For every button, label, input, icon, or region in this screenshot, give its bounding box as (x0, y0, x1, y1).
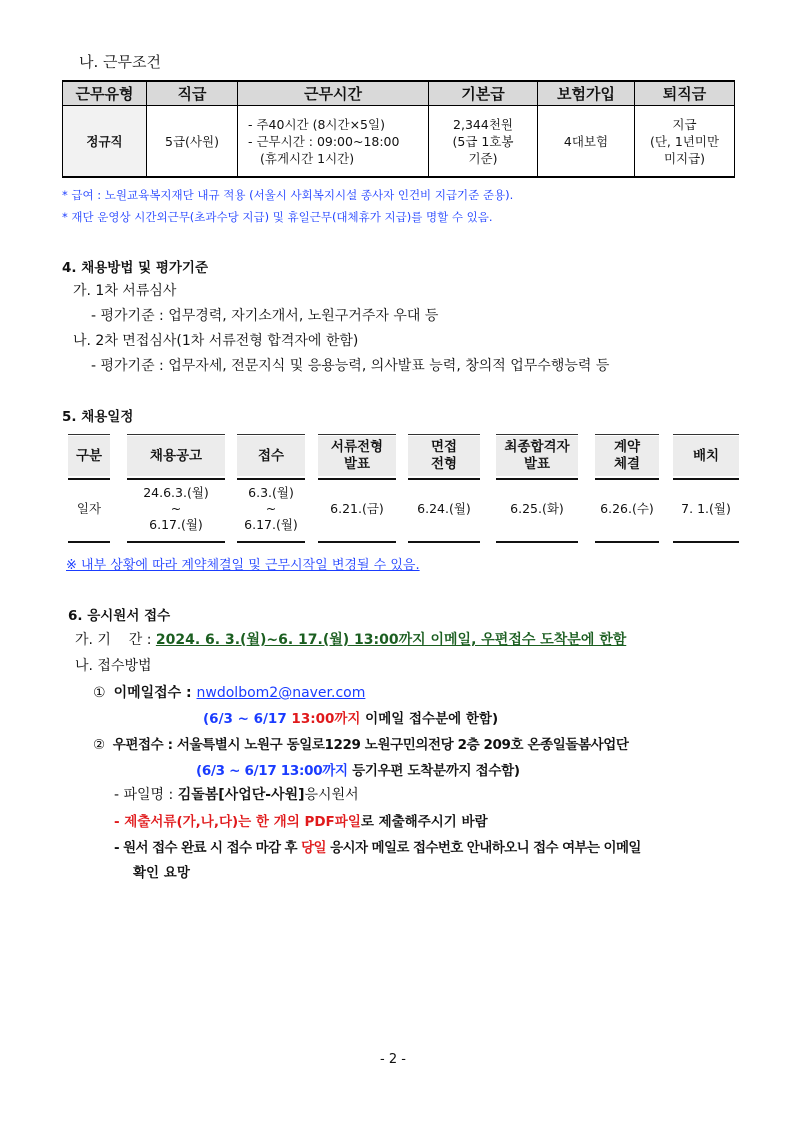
schedule-header-rule (496, 478, 578, 480)
schedule-header-line: 구분 (75, 447, 103, 464)
schedule-header-line: 전형 (430, 456, 458, 472)
schedule-header (237, 436, 305, 476)
email-address-link[interactable]: nwdolbom2@naver.com (196, 685, 366, 701)
schedule-bottom-rule (496, 541, 578, 543)
table-row (63, 106, 735, 178)
schedule-bottom-rule (673, 541, 739, 543)
email-note-text: 이메일 접수분에 한함) (360, 711, 499, 727)
schedule-top-rule (595, 434, 659, 435)
schedule-header-rule (408, 478, 480, 480)
schedule-header-line: 계약 (613, 439, 641, 455)
conditions-table (62, 80, 735, 178)
table-header: 퇴직금 (635, 81, 735, 106)
method-label: 나. 접수방법 (75, 658, 152, 674)
cell-line: 기준) (468, 150, 498, 166)
schedule-header-rule (237, 478, 305, 480)
schedule-cell-line: 6.26.(수) (600, 501, 654, 516)
schedule-header-rule (673, 478, 739, 480)
schedule-header (127, 436, 225, 476)
schedule-cell (496, 484, 578, 534)
period-line (75, 629, 626, 649)
cell-line: 지급 (672, 116, 697, 132)
notice-c: 응시자 메일로 접수번호 안내하오니 접수 여부는 이메일 (326, 840, 641, 856)
schedule-header (673, 436, 739, 476)
schedule-cell-line: 6.17.(월) (149, 517, 203, 532)
section4-item-a: 가. 1차 서류심사 (73, 283, 177, 299)
email-line (93, 682, 365, 702)
email-note (203, 707, 498, 727)
table-cell (238, 106, 429, 178)
schedule-cell-line: 6.25.(화) (510, 501, 564, 516)
schedule-cell (237, 484, 305, 534)
notice-a: - 원서 접수 완료 시 접수 마감 후 (114, 840, 302, 856)
schedule-top-rule (318, 434, 396, 435)
schedule-header-line: 배치 (692, 447, 720, 464)
table-header: 직급 (147, 81, 238, 106)
schedule-cell (595, 484, 659, 534)
schedule-header (595, 436, 659, 476)
post-note-text: 등기우편 도착분까지 접수함) (347, 763, 520, 779)
schedule-header-line: 체결 (613, 456, 641, 472)
notice-same-day: 당일 (301, 840, 326, 856)
schedule-cell-line: 6.24.(월) (417, 501, 471, 516)
schedule-header-rule (68, 478, 110, 480)
schedule-cell-line: 6.21.(금) (330, 501, 384, 516)
schedule-header-line: 면접 (430, 439, 458, 455)
post-num: ② (93, 737, 105, 753)
schedule-cell-line: 24.6.3.(월) (143, 485, 209, 500)
submit-rest: 로 제출해주시기 바람 (360, 814, 488, 830)
table-cell: 4대보험 (538, 106, 635, 178)
cell-line: 미지급) (663, 150, 706, 166)
schedule-top-rule (127, 434, 225, 435)
schedule-top-rule (408, 434, 480, 435)
section4-title: 4. 채용방법 및 평가기준 (62, 260, 208, 276)
schedule-header-line: 서류전형 (330, 439, 384, 455)
period-label: 가. 기 간 : (75, 632, 156, 648)
schedule-header (496, 436, 578, 476)
schedule-bottom-rule (408, 541, 480, 543)
schedule-header (68, 436, 110, 476)
schedule-cell-line: 6.17.(월) (244, 517, 298, 532)
schedule-cell (127, 484, 225, 534)
note-salary: * 급여 : 노원교육복지재단 내규 적용 (서울시 사회복지시설 종사자 인건비 지급기준 준용). (62, 188, 514, 202)
schedule-cell (318, 484, 396, 534)
schedule-header-rule (595, 478, 659, 480)
table-header: 보험가입 (538, 81, 635, 106)
schedule-cell-line: 일자 (76, 501, 102, 516)
table-cell: 5급(사원) (147, 106, 238, 178)
notice-line (114, 836, 641, 856)
schedule-header (318, 436, 396, 476)
schedule-bottom-rule (68, 541, 110, 543)
section4-item-b-detail: - 평가기준 : 업무자세, 전문지식 및 응용능력, 의사발표 능력, 창의적 업무수행능력 등 (91, 358, 610, 374)
schedule-cell (673, 484, 739, 534)
table-cell (635, 106, 735, 178)
schedule-cell-line: 6.3.(월) (248, 485, 294, 500)
schedule-header-line: 발표 (523, 456, 551, 472)
email-label: 이메일접수 : (113, 685, 197, 701)
table-cell: 정규직 (63, 106, 147, 178)
schedule-top-rule (496, 434, 578, 435)
schedule-note: ※ 내부 상황에 따라 계약체결일 및 근무시작일 변경될 수 있음. (66, 558, 420, 573)
section5-title: 5. 채용일정 (62, 409, 134, 425)
schedule-header-line: 최종합격자 (504, 439, 570, 455)
submit-line (114, 810, 488, 830)
schedule-cell (408, 484, 480, 534)
post-label: 우편접수 : (112, 737, 177, 753)
schedule-bottom-rule (237, 541, 305, 543)
file-suffix: 응시원서 (304, 787, 359, 803)
note-overtime: * 재단 운영상 시간외근무(초과수당 지급) 및 휴일근무(대체휴가 지급)를 명할 수 있음. (62, 210, 493, 224)
schedule-header-line: 접수 (257, 447, 285, 464)
schedule-bottom-rule (595, 541, 659, 543)
schedule-header (408, 436, 480, 476)
cell-line: - 주40시간 (8시간×5일) (248, 116, 385, 132)
period-value: 2024. 6. 3.(월)~6. 17.(월) 13:00까지 이메일, 우편접수 도착분에 한함 (155, 632, 627, 648)
file-name: 김돌봄[사업단-사원] (177, 787, 305, 803)
email-num: ① (93, 685, 106, 701)
notice-line-2: 확인 요망 (133, 865, 190, 881)
schedule-top-rule (68, 434, 110, 435)
schedule-header-line: 채용공고 (149, 447, 203, 464)
email-note-deadline: 13:00까지 (291, 711, 361, 727)
schedule-cell-line: ~ (265, 501, 277, 516)
schedule-header-rule (318, 478, 396, 480)
section4-item-a-detail: - 평가기준 : 업무경력, 자기소개서, 노원구거주자 우대 등 (91, 308, 439, 324)
page-number: - 2 - (380, 1052, 406, 1067)
post-note-dates: (6/3 ~ 6/17 13:00까지 (196, 763, 348, 779)
file-name-line (114, 784, 359, 804)
section6-title: 6. 응시원서 접수 (68, 608, 171, 624)
schedule-bottom-rule (318, 541, 396, 543)
table-cell (429, 106, 538, 178)
email-note-dates: (6/3 ~ 6/17 (203, 711, 292, 727)
schedule-top-rule (673, 434, 739, 435)
cell-line: 2,344천원 (453, 116, 513, 132)
schedule-header-rule (127, 478, 225, 480)
post-address: 서울특별시 노원구 동일로1229 노원구민의전당 2층 209호 온종일돌봄사업단 (176, 737, 629, 753)
schedule-header-line: 발표 (343, 456, 371, 472)
schedule-cell-line: 7. 1.(월) (681, 501, 731, 516)
schedule-bottom-rule (127, 541, 225, 543)
cell-line: (휴게시간 1시간) (260, 150, 355, 166)
file-label: - 파일명 : (114, 787, 178, 803)
schedule-cell-line: ~ (170, 501, 182, 516)
section-conditions-heading: 나. 근무조건 (79, 53, 161, 71)
schedule-top-rule (237, 434, 305, 435)
cell-line: (단, 1년미만 (649, 133, 720, 149)
schedule-cell (68, 484, 110, 534)
table-header: 근무시간 (238, 81, 429, 106)
table-header: 기본급 (429, 81, 538, 106)
submit-red: - 제출서류(가,나,다)는 한 개의 PDF파일 (114, 814, 361, 830)
post-line (93, 733, 629, 753)
cell-line: (5급 1호봉 (452, 133, 514, 149)
table-header: 근무유형 (63, 81, 147, 106)
post-note (196, 759, 520, 779)
cell-line: - 근무시간 : 09:00~18:00 (248, 133, 400, 149)
section4-item-b: 나. 2차 면접심사(1차 서류전형 합격자에 한함) (73, 333, 359, 349)
